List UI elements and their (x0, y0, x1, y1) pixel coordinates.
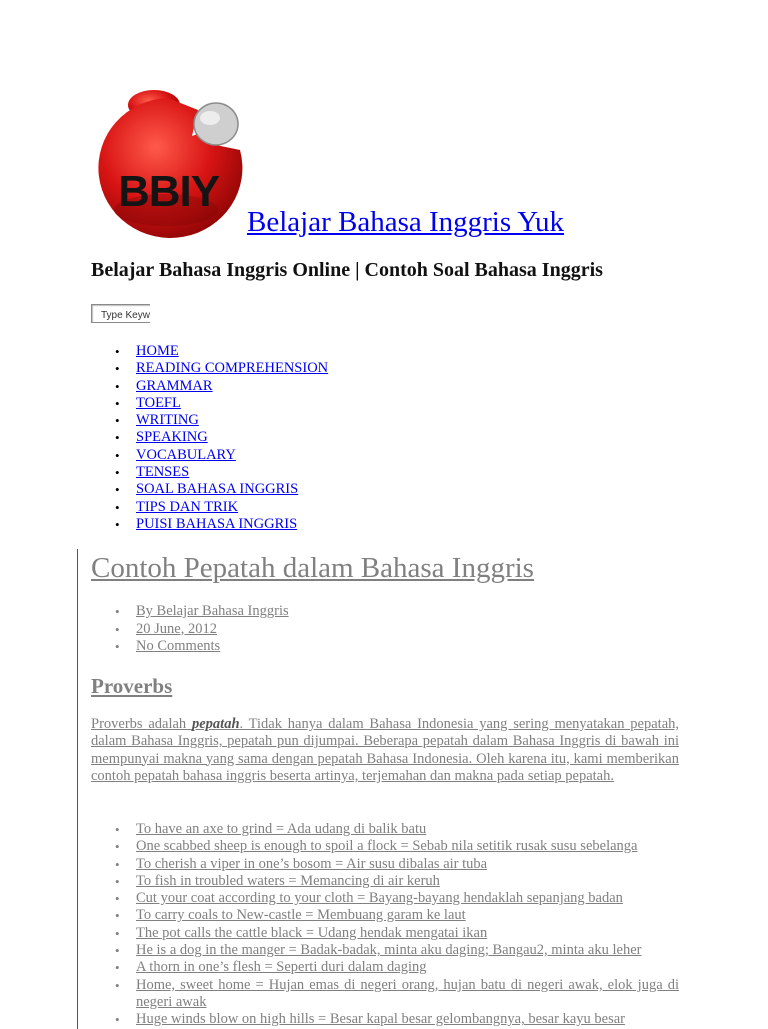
nav-link[interactable]: READING COMPREHENSION (136, 360, 329, 377)
post-date[interactable]: • 20 June, 2012 (115, 621, 289, 639)
logo-text: BBIY (118, 167, 220, 216)
list-item: • One scabbed sheep is enough to spoil a flock = Sebab nila setitik rusak susu sebelanga (115, 838, 679, 855)
intro-suffix: . Tidak hanya dalam Bahasa Indonesia yang sering menyatakan pepatah, dalam Bahasa Inggris, pepatah pun dijumpai. Beberapa pepatah dalam Bahasa Inggris di bawah ini mempunyai makna yang sama dengan pepatah Bahasa Indonesia. Oleh karena itu, kami memberikan contoh pepatah bahasa inggris beserta artinya, terjemahan dan makna pada setiap pepatah. (91, 716, 680, 784)
list-item: • Cut your coat according to your cloth = Bayang-bayang hendaklah sepanjang badan (115, 890, 679, 907)
intro-paragraph (91, 716, 679, 785)
nav-link[interactable]: HOME (136, 343, 179, 359)
nav-link[interactable]: SOAL BAHASA INGGRIS (136, 481, 299, 498)
nav-item-puisi-bahasa-inggris[interactable] (115, 516, 328, 533)
nav-item-vocabulary[interactable] (115, 447, 328, 464)
list-item: • To fish in troubled waters = Memancing di air keruh (115, 873, 679, 890)
list-item: • Home, sweet home = Hujan emas di negeri orang, hujan batu di negeri awak, elok juga di negeri awak (115, 977, 679, 1012)
intro-emphasis: pepatah (191, 716, 240, 732)
nav-item-tenses[interactable] (115, 464, 328, 481)
list-item: • A thorn in one’s flesh = Seperti duri dalam daging (115, 959, 679, 976)
nav-link[interactable]: PUISI BAHASA INGGRIS (136, 515, 298, 532)
nav-link[interactable]: WRITING (136, 412, 199, 429)
post-meta (115, 603, 289, 656)
nav-link[interactable]: GRAMMAR (136, 377, 213, 394)
bbiy-logo-icon (88, 88, 248, 238)
nav-link[interactable]: TENSES (136, 464, 190, 481)
post-author[interactable]: • By Belajar Bahasa Inggris (115, 603, 289, 621)
nav-item-home[interactable] (115, 343, 328, 360)
list-item: • Huge winds blow on high hills = Besar kapal besar gelombangnya, besar kayu besar (115, 1011, 679, 1028)
intro-prefix: Proverbs adalah (91, 716, 192, 732)
site-logo[interactable] (88, 88, 248, 238)
nav-link[interactable]: VOCABULARY (136, 446, 236, 463)
list-item: • He is a dog in the manger = Badak-badak, minta aku daging; Bangau2, minta aku leher (115, 942, 679, 959)
nav-link[interactable]: TOEFL (136, 394, 181, 411)
nav-item-soal-bahasa-inggris[interactable] (115, 481, 328, 498)
nav-link[interactable]: SPEAKING (136, 429, 208, 446)
list-item: • The pot calls the cattle black = Udang hendak mengatai ikan (115, 925, 679, 942)
nav-item-speaking[interactable] (115, 429, 328, 446)
site-tagline: Belajar Bahasa Inggris Online | Contoh Soal Bahasa Inggris (91, 259, 603, 281)
list-item: • To carry coals to New-castle = Membuang garam ke laut (115, 907, 679, 924)
main-navigation (115, 343, 328, 533)
proverbs-list (115, 821, 679, 1029)
nav-item-grammar[interactable] (115, 378, 328, 395)
list-item: • To have an axe to grind = Ada udang di balik batu (115, 821, 679, 838)
nav-item-tips-dan-trik[interactable] (115, 499, 328, 516)
post-title-link[interactable]: Contoh Pepatah dalam Bahasa Inggris (91, 552, 534, 584)
list-item: • To cherish a viper in one’s bosom = Air susu dibalas air tuba (115, 856, 679, 873)
search-box[interactable] (91, 304, 150, 323)
search-input[interactable] (92, 307, 150, 323)
nav-item-writing[interactable] (115, 412, 328, 429)
section-heading: Proverbs (91, 674, 173, 698)
nav-link[interactable]: TIPS DAN TRIK (136, 498, 239, 515)
site-title-link[interactable]: Belajar Bahasa Inggris Yuk (247, 206, 565, 238)
article-divider (77, 549, 78, 1029)
nav-item-reading-comprehension[interactable] (115, 360, 328, 377)
nav-item-toefl[interactable] (115, 395, 328, 412)
post-comments-link[interactable]: • No Comments (115, 638, 289, 656)
